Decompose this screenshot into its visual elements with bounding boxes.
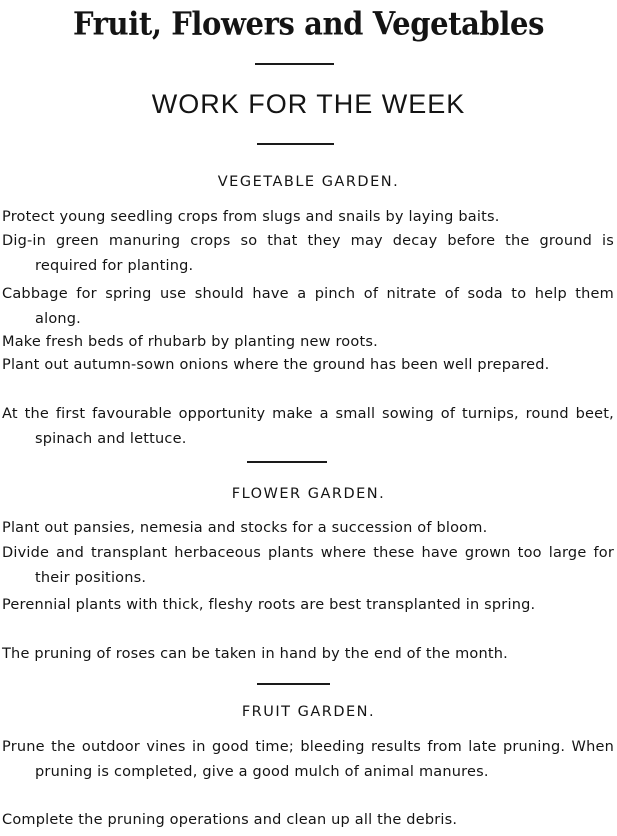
section-heading-fruit: FRUIT GARDEN. [241,704,376,720]
list-item: Protect young seedling crops from slugs and snails by laying baits. [2,209,500,225]
list-item: Cabbage for spring use should have a pinch of nitrate of soda to help them along. [2,286,614,327]
list-item: Make fresh beds of rhubarb by planting new roots. [2,334,378,350]
list-item: Prune the outdoor vines in good time; bleeding results from late pruning. When pruning is completed, give a good mulch of animal manures. [2,739,614,780]
page-subtitle: WORK FOR THE WEEK [151,89,466,119]
divider [255,63,334,65]
list-item: Plant out autumn-sown onions where the ground has been well prepared. [2,357,550,373]
divider [257,683,330,685]
divider [247,461,327,463]
list-item: Dig-in green manuring crops so that they may decay before the ground is required for planting. [2,233,614,274]
list-item: Complete the pruning operations and clean up all the debris. [2,812,458,828]
list-item: At the first favourable opportunity make a small sowing of turnips, round beet, spinach and lettuce. [2,406,614,447]
section-heading-vegetable: VEGETABLE GARDEN. [217,174,400,190]
divider [257,143,334,145]
list-item: Plant out pansies, nemesia and stocks for a succession of bloom. [2,520,488,536]
list-item: Divide and transplant herbaceous plants where these have grown too large for their positions. [2,545,614,586]
section-heading-flower: FLOWER GARDEN. [231,486,386,502]
list-item: Perennial plants with thick, fleshy roots are best transplanted in spring. [2,597,536,613]
list-item: The pruning of roses can be taken in hand by the end of the month. [2,646,508,662]
page-title: Fruit, Flowers and Vegetables [72,5,545,42]
